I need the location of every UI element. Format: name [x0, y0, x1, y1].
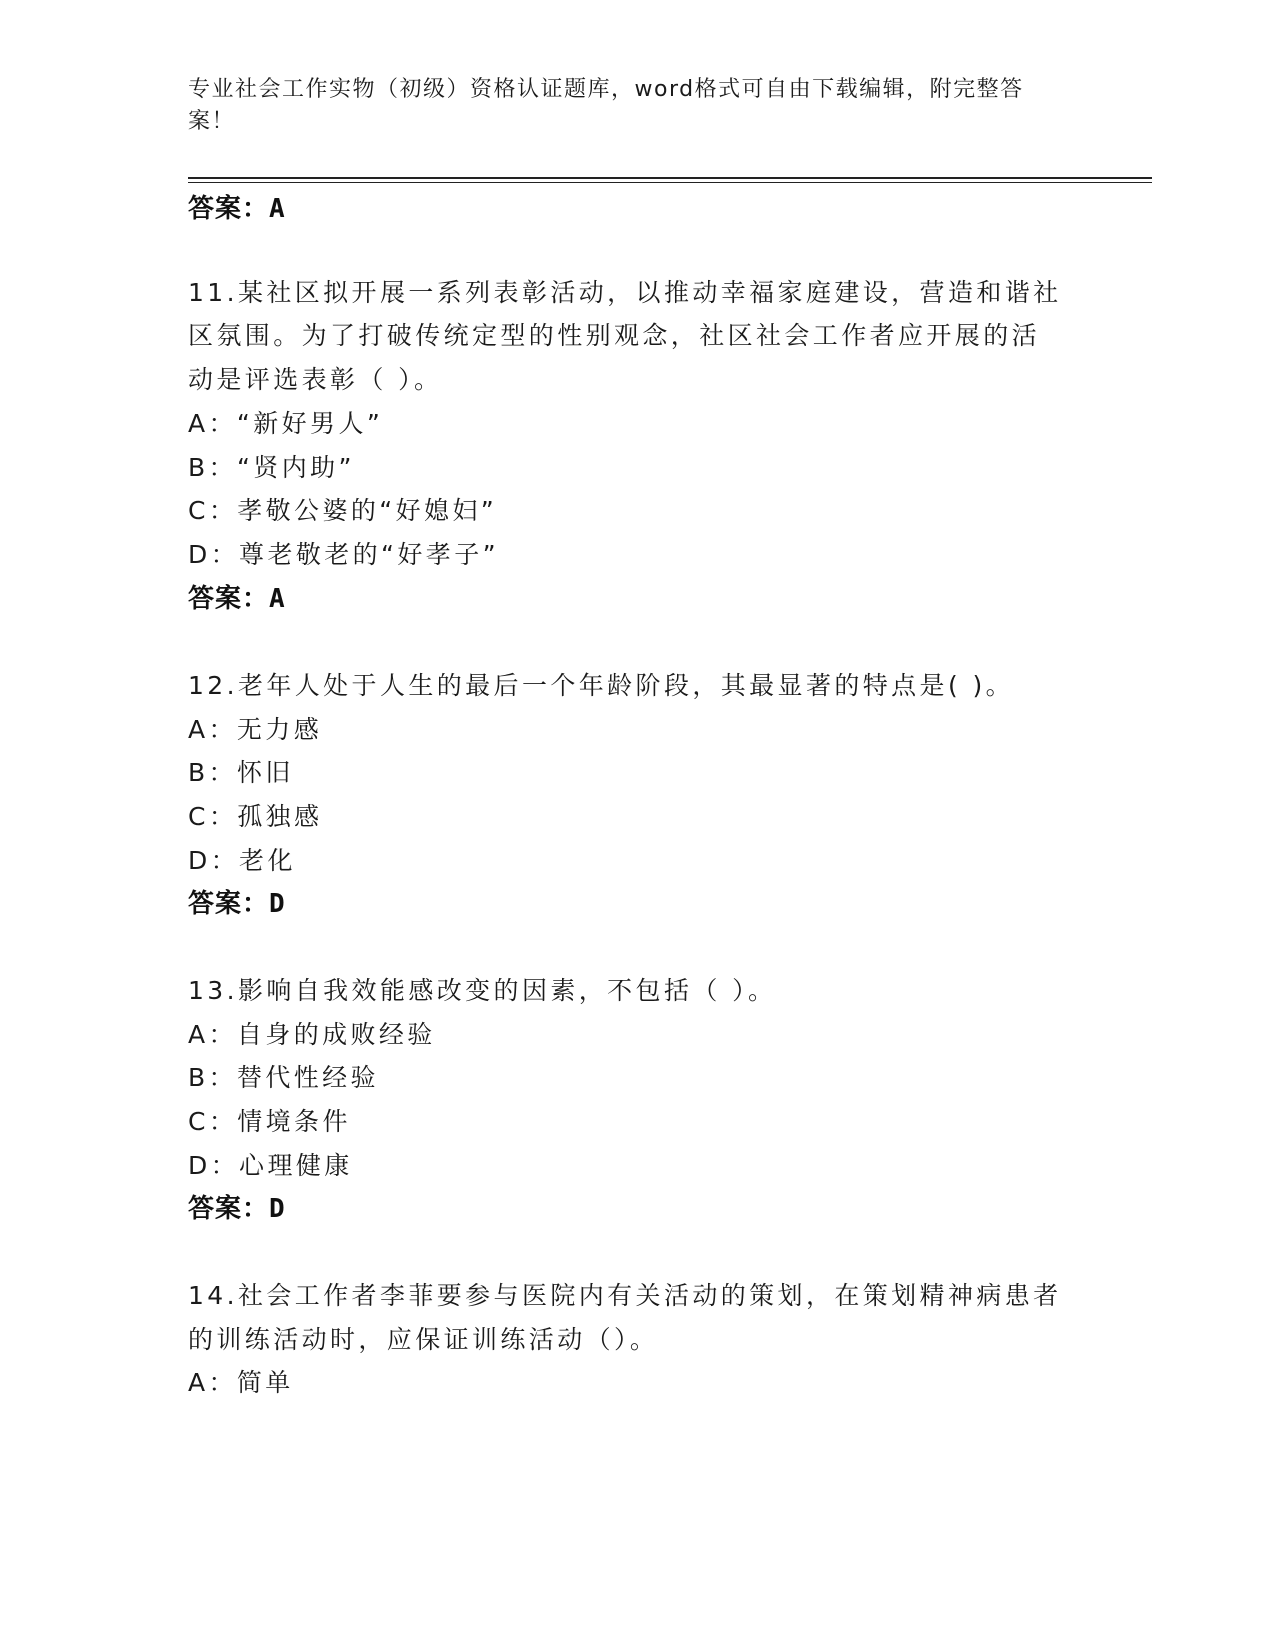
option-a: A：无力感	[188, 715, 323, 744]
answer-label: 答案：	[188, 889, 270, 919]
answer-label: 答案：	[188, 1194, 270, 1224]
question-text-line: 11.某社区拟开展一系列表彰活动，以推动幸福家庭建设，营造和谐社	[188, 278, 1062, 307]
question-text-line: 13.影响自我效能感改变的因素，不包括（ ）。	[188, 976, 777, 1005]
header-rule-thick	[188, 177, 1152, 179]
answer-line	[188, 584, 286, 614]
answer-value: D	[269, 1194, 286, 1224]
page-header: 专业社会工作实物（初级）资格认证题库，word格式可自由下载编辑，附完整答案！	[188, 77, 1024, 134]
option-a: A：“新好男人”	[188, 409, 384, 438]
question-text-line: 动是评选表彰（ ）。	[188, 365, 443, 394]
option-a: A：自身的成败经验	[188, 1020, 436, 1049]
answer-label: 答案：	[188, 194, 270, 224]
question-text-line: 14.社会工作者李菲要参与医院内有关活动的策划，在策划精神病患者	[188, 1281, 1062, 1310]
answer-line	[188, 889, 286, 919]
option-c: C：孤独感	[188, 802, 323, 831]
option-c: C：孝敬公婆的“好媳妇”	[188, 496, 498, 525]
option-b: B：“贤内助”	[188, 453, 355, 482]
option-d: D：老化	[188, 846, 296, 875]
option-d: D：尊老敬老的“好孝子”	[188, 540, 499, 569]
option-d: D：心理健康	[188, 1151, 353, 1180]
question-text-line: 的训练活动时，应保证训练活动（）。	[188, 1325, 659, 1354]
question-text-line: 12.老年人处于人生的最后一个年龄阶段，其最显著的特点是( )。	[188, 671, 1015, 700]
option-c: C：情境条件	[188, 1107, 351, 1136]
answer-label: 答案：	[188, 584, 270, 614]
answer-value: A	[269, 584, 286, 614]
header-rule-thin	[188, 182, 1152, 183]
answer-value: A	[269, 194, 286, 224]
answer-line	[188, 1194, 286, 1224]
option-a: A：简单	[188, 1368, 294, 1397]
option-b: B：怀旧	[188, 758, 294, 787]
answer-line	[188, 194, 286, 224]
option-b: B：替代性经验	[188, 1063, 379, 1092]
answer-value: D	[269, 889, 286, 919]
question-text-line: 区氛围。为了打破传统定型的性别观念，社区社会工作者应开展的活	[188, 321, 1041, 350]
